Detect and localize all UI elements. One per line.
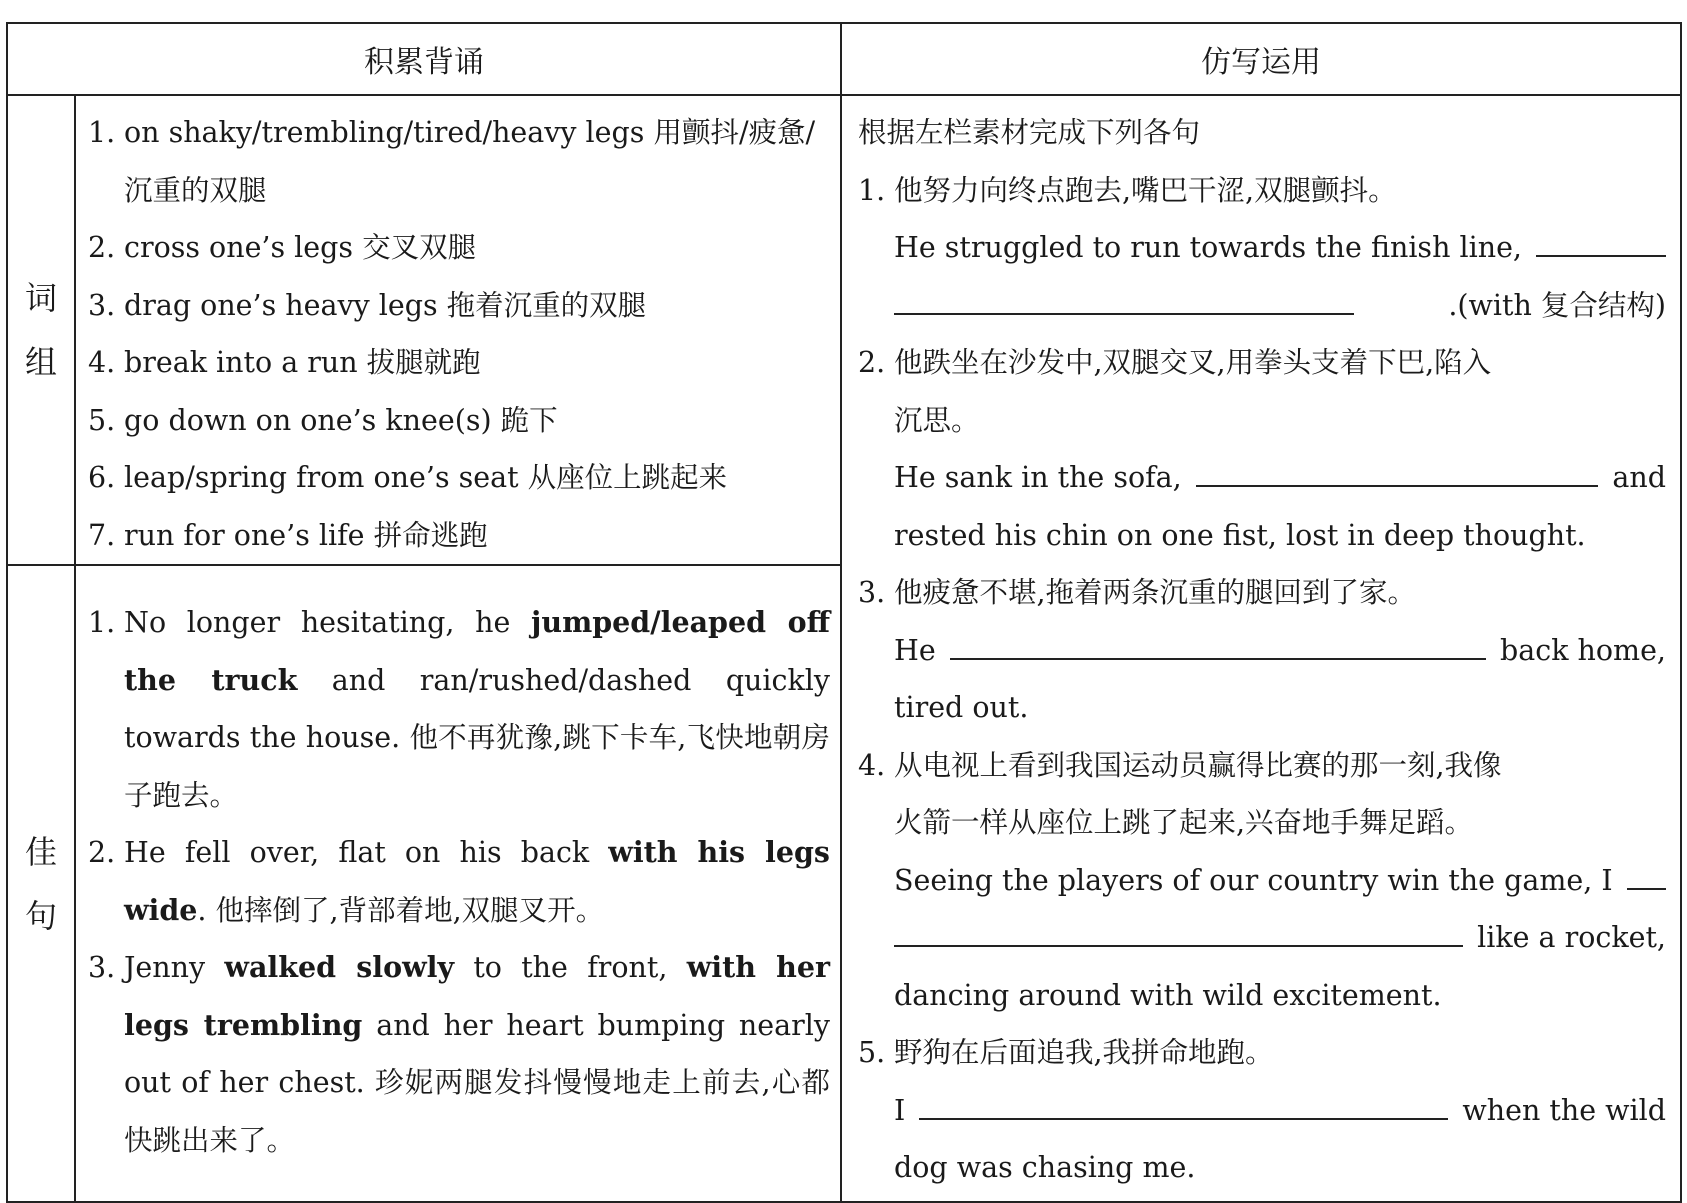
answer-blank[interactable] [950,628,1486,660]
sentence-number: 2. [88,836,116,869]
sentence-plain: . 他摔倒了,背部着地,双腿叉开。 [197,893,605,927]
phrase-text: drag one’s heavy legs 拖着沉重的双腿 [124,288,647,322]
phrases-cell [75,95,841,565]
header-accumulate: 积累背诵 [7,23,841,95]
phrase-text: leap/spring from one’s seat 从座位上跳起来 [124,461,728,494]
answer-blank[interactable] [894,915,1463,947]
exercise-english-cont: rested his chin on one fist, lost in deep thought. [894,518,1586,552]
answer-blank[interactable] [1627,858,1666,890]
exercise-english-cont: dancing around with wild excitement. [894,978,1442,1012]
phrase-item [88,277,830,335]
phrase-text: run for one’s life 拼命逃跑 [124,518,488,552]
exercise-chinese: 他努力向终点跑去,嘴巴干涩,双腿颤抖。 [894,173,1397,207]
exercise-english-cont: dog was chasing me. [894,1151,1196,1184]
phrase-number: 7. [88,518,116,552]
phrase-list [76,96,840,564]
category-char: 句 [24,896,57,935]
sentence-item [88,594,830,824]
exercise-chinese: 他跌坐在沙发中,双腿交叉,用拳头支着下巴,陷入 [894,346,1492,379]
exercise-number: 4. [858,748,886,782]
answer-blank[interactable] [894,283,1354,315]
sentence-plain: Jenny [124,951,225,984]
exercise-english [858,219,1666,277]
phrase-item [88,507,830,565]
exercise-prompt: He [894,633,936,667]
exercise-prompt: .(with 复合结构) [1448,288,1666,322]
phrase-item [88,104,830,219]
phrase-item [88,449,830,507]
phrase-number: 2. [88,231,116,264]
sentence-plain: to the front, [454,951,687,984]
exercise-english [858,909,1666,967]
exercise-number: 3. [858,576,886,609]
header-imitate: 仿写运用 [841,23,1681,95]
sentence-text [124,824,830,939]
sentence-highlight: walked slowly [224,950,455,984]
exercise-english-cont: tired out. [894,691,1029,724]
sentence-highlight: with his legs wide [124,835,830,927]
phrase-item [88,219,830,277]
sentence-number: 3. [88,951,116,984]
phrase-number: 5. [88,403,116,437]
exercise-number: 5. [858,1036,886,1069]
exercise-prompt: and [1612,461,1666,494]
sentence-highlight: with her legs trembling [124,950,830,1042]
exercise-chinese: 他疲惫不堪,拖着两条沉重的腿回到了家。 [894,576,1417,609]
sentence-text [124,594,830,824]
category-char: 词 [24,279,57,317]
sentence-plain: He fell over, flat on his back [124,836,609,869]
category-char: 组 [24,343,57,381]
exercise-item [858,334,1666,392]
cropped-page-title [0,0,1687,22]
sentence-item [88,939,830,1169]
exercise-item [858,162,1666,220]
exercise-chinese-cont: 沉思。 [894,403,980,437]
sentence-number: 1. [88,606,116,639]
exercise-number: 2. [858,346,886,379]
exercise-prompt: He struggled to run towards the finish line, [894,231,1522,264]
exercise-item [858,737,1666,795]
phrase-text: on shaky/trembling/tired/heavy legs 用颤抖/疲惫/沉重的双腿 [124,116,816,207]
exercise-prompt: He sank in the sofa, [894,461,1182,494]
exercise-prompt: Seeing the players of our country win the game, I [894,863,1613,897]
exercise-chinese: 野狗在后面追我,我拼命地跑。 [894,1036,1274,1069]
sentences-cell [75,565,841,1202]
exercises-cell [841,95,1681,1202]
exercise-prompt: back home, [1500,633,1666,667]
exercise-list [842,96,1680,1197]
phrases-row [7,95,1681,565]
sentence-highlight: jumped/leaped off the truck [124,605,830,697]
sentence-plain: and ran/rushed/dashed quickly towards the house. 他不再犹豫,跳下卡车,飞快地朝房子跑去。 [124,663,830,812]
answer-blank[interactable] [919,1088,1448,1120]
phrase-item [88,334,830,392]
sentence-plain: and her heart bumping nearly out of her chest. 珍妮两腿发抖慢慢地走上前去,心都快跳出来了。 [124,1008,830,1157]
exercise-english [858,1082,1666,1140]
phrase-text: cross one’s legs 交叉双腿 [124,231,477,264]
exercise-item [858,1024,1666,1082]
exercise-number: 1. [858,173,886,207]
phrase-text: break into a run 拔腿就跑 [124,346,481,379]
exercise-english [858,449,1666,507]
phrase-item [88,392,830,450]
exercise-english [858,622,1666,680]
exercise-chinese-cont: 火箭一样从座位上跳了起来,兴奋地手舞足蹈。 [894,806,1474,839]
category-char: 佳 [24,832,57,871]
practice-table [6,22,1682,1203]
phrase-number: 6. [88,461,116,494]
sentence-item [88,824,830,939]
sentence-list [76,566,840,1169]
category-phrases [7,95,75,565]
exercise-chinese: 从电视上看到我国运动员赢得比赛的那一刻,我像 [894,748,1502,782]
sentence-text [124,939,830,1169]
phrase-number: 3. [88,288,116,322]
phrase-text: go down on one’s knee(s) 跪下 [124,403,558,437]
exercise-english [858,277,1666,335]
sentence-plain: No longer hesitating, he [124,606,532,639]
phrase-number: 4. [88,346,116,379]
phrase-number: 1. [88,116,116,149]
exercise-prompt: when the wild [1462,1093,1666,1127]
answer-blank[interactable] [1196,455,1599,487]
exercise-intro: 根据左栏素材完成下列各句 [858,116,1201,149]
category-sentences [7,565,75,1202]
exercise-prompt: like a rocket, [1477,921,1666,954]
exercise-prompt: I [894,1093,906,1127]
exercise-english [858,852,1666,910]
header-row [7,23,1681,95]
answer-blank[interactable] [1536,225,1666,257]
exercise-item [858,564,1666,622]
